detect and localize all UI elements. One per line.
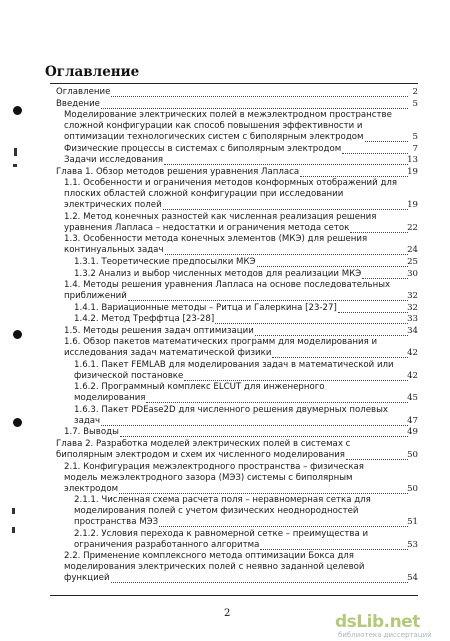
toc-leader-dots (164, 164, 408, 165)
toc-leader-dots (346, 459, 408, 460)
toc-line (50, 110, 418, 121)
toc-entry-text: физической постановке (74, 370, 184, 381)
toc-entry-text: Физические процессы в системах с биполярным электродом (64, 143, 342, 154)
toc-line (50, 473, 418, 484)
toc-page-number: 53 (407, 539, 418, 550)
binder-hole (13, 418, 22, 427)
toc-line (50, 99, 418, 110)
toc-leader-dots (350, 232, 408, 233)
toc-entry-text: пространства МЭЗ (74, 517, 159, 528)
toc-entry-text: 1.3. Особенности метода конечных элементов (МКЭ) для решения (64, 234, 368, 245)
toc-leader-dots (362, 278, 408, 279)
toc-entry-text: функцией (64, 573, 110, 584)
toc-page-number: 5 (412, 132, 418, 143)
toc-entry-text: электродом (64, 483, 119, 494)
toc-line (50, 291, 418, 302)
toc-entry-text: моделирования (74, 393, 146, 404)
toc-line (50, 269, 418, 280)
toc-entry-text: моделирования электрических полей с неявно заданной целевой (64, 562, 365, 573)
toc-leader-dots (120, 436, 408, 437)
toc-line (50, 337, 418, 348)
toc-entry-text: Глава 2. Разработка моделей электрических полей в системах с (56, 439, 351, 449)
toc-entry-text: 1.4.2. Метод Треффтца [23-28] (74, 314, 215, 325)
toc-line (50, 573, 418, 584)
toc-line (50, 562, 418, 573)
toc-entry-text: Оглавление (56, 87, 111, 97)
toc-entry-text: сложной конфигурации как способ повышения эффективности и (64, 121, 363, 132)
toc-entry-text: Задачи исследования (64, 155, 164, 166)
toc-page-number: 54 (407, 573, 418, 584)
toc-leader-dots (159, 526, 408, 527)
toc-leader-dots (272, 357, 408, 358)
table-of-contents (50, 83, 418, 596)
toc-page-number: 22 (407, 222, 418, 233)
toc-entry-text: 1.7. Выводы (64, 427, 119, 438)
toc-line (50, 439, 418, 450)
toc-line (50, 540, 418, 551)
toc-page-number: 32 (407, 291, 418, 302)
toc-line (50, 132, 418, 143)
toc-page-number: 19 (407, 166, 418, 177)
toc-entry-text: оптимизации технологических систем с биполярным электродом (64, 132, 364, 143)
toc-line (50, 314, 418, 325)
toc-entry-text: Введение (56, 98, 100, 109)
toc-line (50, 371, 418, 382)
watermark-logo-text: dsLib.net (335, 612, 420, 632)
toc-line (50, 257, 418, 268)
toc-line (50, 551, 418, 562)
toc-page-number: 50 (407, 450, 418, 460)
toc-page-number: 50 (407, 483, 418, 494)
scan-mark (12, 527, 15, 533)
scan-mark (14, 148, 17, 156)
scan-mark (13, 164, 17, 167)
toc-line (50, 200, 418, 211)
toc-page-number: 49 (407, 427, 418, 438)
toc-line (50, 245, 418, 256)
toc-line (50, 405, 418, 416)
toc-page-number: 47 (407, 415, 418, 426)
toc-leader-dots (101, 425, 408, 426)
toc-entry-text: 1.4.1. Вариационные методы – Ритца и Галеркина [23-27] (74, 302, 337, 313)
page-number: 2 (224, 608, 231, 619)
toc-entry-text: исследования задач математической физики (64, 348, 272, 359)
toc-leader-dots (111, 582, 408, 583)
toc-line (50, 167, 418, 178)
toc-page-number: 33 (407, 314, 418, 325)
toc-line (50, 382, 418, 393)
toc-line (50, 427, 418, 438)
toc-line (50, 462, 418, 473)
toc-entry-text: Глава 1. Обзор методов решения уравнения Лапласа (56, 166, 300, 177)
toc-entry-text: 1.4. Методы решения уравнения Лапласа на основе последовательных (64, 280, 391, 291)
toc-page-number: 19 (407, 200, 418, 211)
toc-entry-text: 2.1.1. Численная схема расчета поля – неравномерная сетка для (74, 495, 371, 506)
toc-line (50, 280, 418, 291)
toc-line (50, 348, 418, 359)
toc-entry-text: 1.5. Методы решения задач оптимизации (64, 325, 254, 336)
toc-leader-dots (300, 176, 408, 177)
toc-line (50, 189, 418, 200)
toc-page-number: 34 (407, 325, 418, 336)
binder-hole (13, 106, 22, 115)
scan-mark (12, 508, 15, 514)
toc-entry-text: 1.6.2. Программный комплекс ELCUT для инженерного (74, 382, 325, 393)
toc-line (50, 87, 418, 98)
toc-entry-text: модель межэлектродного зазора (МЭЗ) системы с биполярным (64, 472, 353, 483)
toc-entry-text: Моделирование электрических полей в межэлектродном пространстве (64, 110, 392, 121)
watermark-logo (335, 612, 445, 640)
toc-line (50, 484, 418, 495)
toc-page-number: 30 (407, 268, 418, 279)
toc-line (50, 178, 418, 189)
toc-line (50, 416, 418, 427)
toc-line (50, 212, 418, 223)
toc-entry-text: 1.6.1. Пакет FEMLAB для моделирования задач в математической или (74, 359, 394, 370)
toc-page-number: 42 (407, 348, 418, 359)
toc-page-number: 25 (407, 256, 418, 267)
toc-leader-dots (101, 108, 408, 109)
toc-entry-text: континуальных задач (64, 245, 164, 256)
toc-page-number: 51 (407, 517, 418, 528)
toc-entry-text: ограничения разработанного алгоритма (74, 539, 260, 550)
toc-leader-dots (365, 141, 409, 142)
toc-leader-dots (184, 380, 408, 381)
toc-entry-text: 1.6. Обзор пакетов математических программ для моделирования и (64, 337, 378, 348)
toc-entry-text: биполярным электродом и схем их численного моделирования (56, 450, 345, 460)
toc-line (50, 450, 418, 461)
toc-leader-dots (163, 209, 408, 210)
toc-page-number: 7 (412, 143, 418, 154)
watermark-subtitle: библиотека диссертаций (338, 631, 432, 639)
toc-entry-text: 1.3.1. Теоретические предпосылки МКЭ (74, 256, 256, 267)
toc-leader-dots (119, 493, 408, 494)
binder-hole (13, 330, 22, 339)
toc-leader-dots (146, 402, 408, 403)
toc-line (50, 393, 418, 404)
toc-leader-dots (215, 323, 408, 324)
toc-line (50, 326, 418, 337)
toc-leader-dots (111, 96, 408, 97)
toc-line (50, 360, 418, 371)
toc-entry-text: 2.2. Применение комплексного метода оптимизации Бокса для (64, 551, 354, 562)
toc-entry-text: уравнения Лапласа – недостатки и ограничения метода сеток (64, 222, 350, 233)
toc-entry-text: 2.1.2. Условия перехода к равномерной сетке – преимущества и (74, 528, 369, 539)
toc-entry-text: приближений (64, 291, 127, 302)
toc-line (50, 155, 418, 166)
toc-page-number: 2 (412, 87, 418, 97)
toc-line (50, 506, 418, 517)
toc-entry-text: 1.2. Метод конечных разностей как численная реализация решения (64, 211, 377, 222)
toc-line (50, 121, 418, 132)
toc-page-number: 42 (407, 370, 418, 381)
toc-line (50, 234, 418, 245)
toc-line (50, 495, 418, 506)
page-title: Оглавление (45, 64, 140, 80)
toc-leader-dots (128, 300, 408, 301)
toc-line (50, 144, 418, 155)
toc-entry-text: 1.6.3. Пакет PDEase2D для численного решения двумерных полевых (74, 404, 388, 415)
toc-page-number: 45 (407, 393, 418, 404)
toc-entry-text: 1.3.2 Анализ и выбор численных методов для реализации МКЭ (74, 268, 362, 279)
toc-leader-dots (255, 335, 408, 336)
toc-entry-text: задач (74, 415, 101, 426)
toc-page-number: 13 (407, 155, 418, 166)
toc-line (50, 529, 418, 540)
toc-leader-dots (165, 254, 408, 255)
toc-line (50, 223, 418, 234)
toc-leader-dots (338, 312, 408, 313)
toc-leader-dots (260, 549, 408, 550)
toc-page-number: 24 (407, 245, 418, 256)
toc-page-number: 5 (412, 98, 418, 109)
toc-leader-dots (342, 153, 408, 154)
toc-line (50, 303, 418, 314)
toc-line (50, 517, 418, 528)
toc-page-number: 32 (407, 302, 418, 313)
toc-entry-text: 2.1. Конфигурация межэлектродного пространства – физическая (64, 461, 364, 472)
toc-entry-text: 1.1. Особенности и ограничения методов конформных отображений для (64, 178, 398, 189)
toc-entry-text: моделирования полей с учетом физических неоднородностей (74, 506, 359, 517)
toc-entry-text: плоских областей сложной конфигурации при исследовании (64, 189, 344, 200)
toc-leader-dots (257, 266, 408, 267)
toc-entry-text: электрических полей (64, 200, 162, 211)
